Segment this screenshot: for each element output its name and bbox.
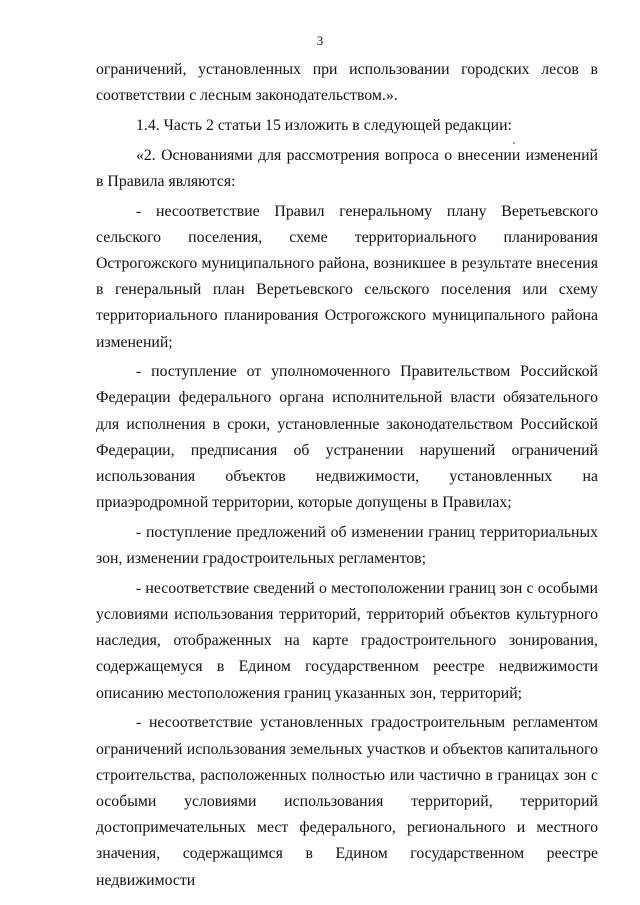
- paragraph-item-boundary-mismatch: - несоответствие сведений о местоположении границ зон с особыми условиями использования территорий, территорий объектов культурного наследия, отображенных на карте градостроительного зонирования, содержащемуся в Едином государственном реестре недвижимости описанию местоположения границ указанных зон, территорий;: [96, 579, 598, 702]
- paragraph-item-government-order: - поступление от уполномоченного Правительством Российской Федерации федерального органа исполнительной власти обязательного для исполнения в сроки, установленные законодательством Российской Федерации, предписания об устранении нарушений ограничений использования объектов недвижимости, установленных на приаэродромной территории, которые допущены в Правилах;: [96, 363, 598, 512]
- paragraph-grounds-intro: «2. Основаниями для рассмотрения вопроса о внесении изменений в Правила являются:: [96, 146, 598, 190]
- document-body: [96, 57, 598, 894]
- paragraph-continuation: ограничений, установленных при использовании городских лесов в соответствии с лесным законодательством.».: [96, 61, 598, 105]
- paragraph-item-regulation-mismatch: - несоответствие установленных градостроительным регламентом ограничений использования земельных участков и объектов капитального строительства, расположенных полностью или частично в границах зон с особыми условиями использования территорий, территорий достопримечательных мест федерального, регионального и местного значения, содержащимся в Едином государственном реестре недвижимости: [96, 714, 598, 889]
- page-number: 3: [316, 33, 324, 48]
- paragraph-item-zone-proposals: - поступление предложений об изменении границ территориальных зон, изменении градостроительных регламентов;: [96, 523, 598, 568]
- paragraph-item-general-plan: - несоответствие Правил генеральному плану Веретьевского сельского поселения, схеме территориального планирования Острогожского муниципального района, возникшее в результате внесения в генеральный план Веретьевского сельского поселения или схему территориального планирования Острогожского муниципального района изменений;: [96, 202, 598, 351]
- paragraph-clause-1-4: 1.4. Часть 2 статьи 15 изложить в следующей редакции:: [136, 116, 512, 134]
